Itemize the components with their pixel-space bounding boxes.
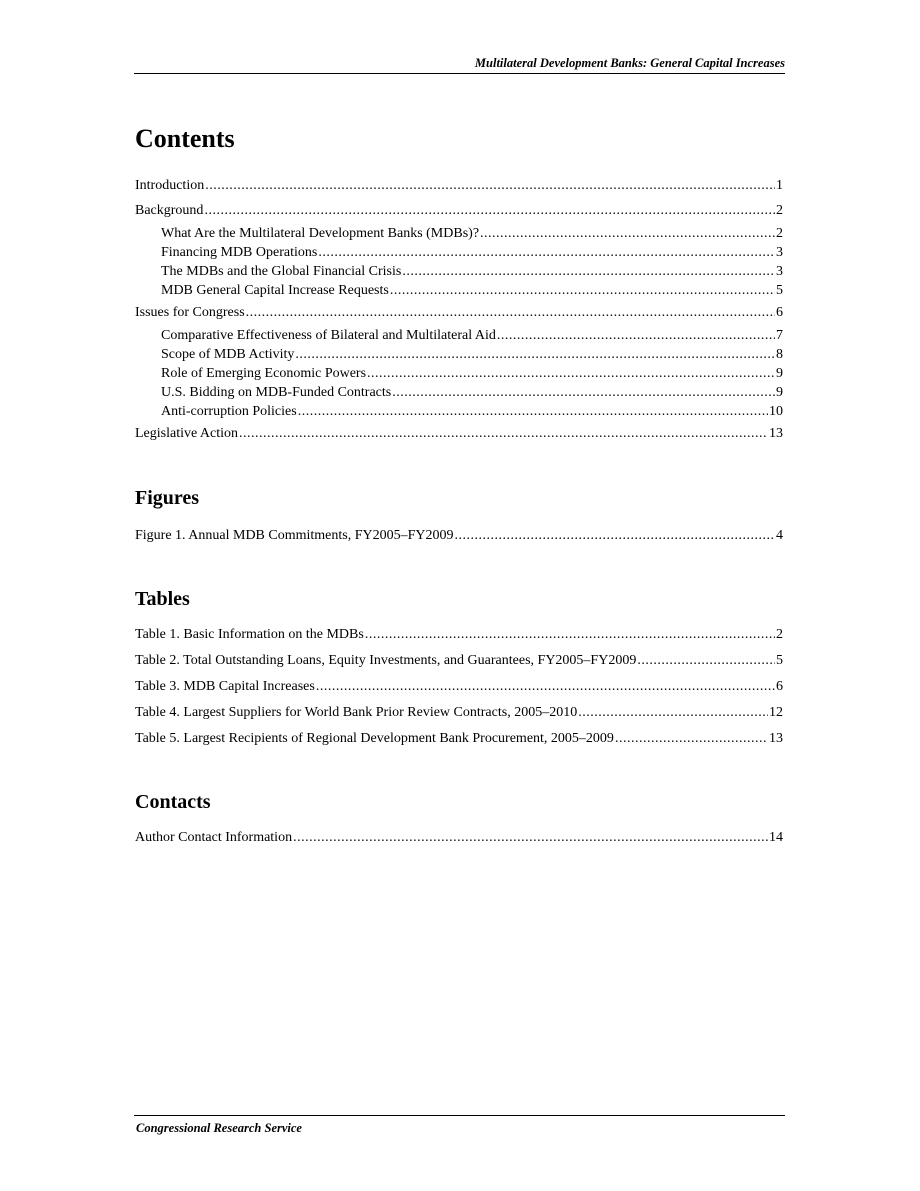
toc-entry-page: 12	[769, 705, 783, 720]
toc-entry[interactable]	[161, 244, 783, 262]
toc-entry[interactable]	[161, 225, 783, 243]
toc-entry-label: Table 2. Total Outstanding Loans, Equity Investments, and Guarantees, FY2005–FY2009	[135, 653, 637, 668]
toc-entry-label: Financing MDB Operations	[161, 245, 318, 260]
toc-entry[interactable]	[135, 626, 783, 644]
toc-entry[interactable]	[135, 829, 783, 847]
toc-entry-page: 9	[776, 385, 783, 400]
dot-leader	[295, 346, 775, 364]
toc-entry-label: The MDBs and the Global Financial Crisis	[161, 264, 402, 279]
toc-entry-page: 6	[776, 305, 783, 320]
tables-heading: Tables	[135, 588, 190, 610]
header-title: Multilateral Development Banks: General Capital Increases	[474, 56, 785, 70]
dot-leader	[455, 527, 775, 545]
contents-heading: Contents	[135, 124, 235, 153]
dot-leader	[293, 829, 768, 847]
toc-entry-page: 2	[776, 226, 783, 241]
dot-leader	[316, 678, 775, 696]
toc-entry-page: 3	[776, 245, 783, 260]
dot-leader	[246, 304, 775, 322]
toc-entry[interactable]	[161, 327, 783, 345]
footer-text: Congressional Research Service	[136, 1121, 302, 1135]
toc-entry-label: Anti-corruption Policies	[161, 404, 297, 419]
toc-entry-label: Introduction	[135, 178, 205, 193]
toc-entry-label: Role of Emerging Economic Powers	[161, 366, 367, 381]
toc-entry-label: Scope of MDB Activity	[161, 347, 295, 362]
toc-entry-label: Table 5. Largest Recipients of Regional Development Bank Procurement, 2005–2009	[135, 731, 614, 746]
dot-leader	[298, 403, 768, 421]
toc-entry-page: 10	[769, 404, 783, 419]
toc-entry-label: MDB General Capital Increase Requests	[161, 283, 389, 298]
toc-entry-label: Background	[135, 203, 204, 218]
toc-entry-page: 1	[776, 178, 783, 193]
toc-entry-label: Table 3. MDB Capital Increases	[135, 679, 315, 694]
toc-entry-page: 6	[776, 679, 783, 694]
toc-entry[interactable]	[135, 704, 783, 722]
dot-leader	[637, 652, 775, 670]
page-header	[134, 56, 785, 74]
toc-entry-label: Issues for Congress	[135, 305, 245, 320]
toc-entry-label: Table 4. Largest Suppliers for World Bank Prior Review Contracts, 2005–2010	[135, 705, 578, 720]
dot-leader	[318, 244, 775, 262]
toc-entry[interactable]	[135, 304, 783, 322]
dot-leader	[204, 202, 775, 220]
toc-entry[interactable]	[135, 730, 783, 748]
figures-heading: Figures	[135, 487, 200, 509]
toc-entry-label: Figure 1. Annual MDB Commitments, FY2005–FY2009	[135, 528, 454, 543]
dot-leader	[615, 730, 768, 748]
dot-leader	[497, 327, 775, 345]
toc-entry-page: 8	[776, 347, 783, 362]
dot-leader	[480, 225, 775, 243]
dot-leader	[390, 282, 775, 300]
toc-entry[interactable]	[135, 177, 783, 195]
toc-entry-page: 13	[769, 426, 783, 441]
dot-leader	[205, 177, 775, 195]
toc-entry-label: What Are the Multilateral Development Banks (MDBs)?	[161, 226, 480, 241]
dot-leader	[367, 365, 775, 383]
toc-entry-label: Author Contact Information	[135, 830, 293, 845]
dot-leader	[392, 384, 775, 402]
toc-entry[interactable]	[161, 346, 783, 364]
toc-entry-page: 9	[776, 366, 783, 381]
toc-entry-page: 4	[776, 528, 783, 543]
toc-entry[interactable]	[161, 384, 783, 402]
toc-entry-page: 13	[769, 731, 783, 746]
toc-entry[interactable]	[161, 263, 783, 281]
page-footer	[134, 1115, 785, 1135]
toc-entry[interactable]	[135, 527, 783, 545]
toc-entry[interactable]	[135, 425, 783, 443]
toc-entry-page: 7	[776, 328, 783, 343]
toc-entry-page: 2	[776, 203, 783, 218]
dot-leader	[578, 704, 768, 722]
toc-entry[interactable]	[161, 403, 783, 421]
toc-entry[interactable]	[161, 365, 783, 383]
toc-entry-page: 5	[776, 653, 783, 668]
toc-entry-page: 5	[776, 283, 783, 298]
toc-entry-page: 2	[776, 627, 783, 642]
toc-entry-label: Legislative Action	[135, 426, 239, 441]
toc-entry-page: 3	[776, 264, 783, 279]
toc-entry-label: Table 1. Basic Information on the MDBs	[135, 627, 364, 642]
toc-entry[interactable]	[135, 652, 783, 670]
toc-entry[interactable]	[135, 678, 783, 696]
toc-entry[interactable]	[135, 202, 783, 220]
contacts-heading: Contacts	[135, 791, 211, 813]
toc-entry[interactable]	[161, 282, 783, 300]
toc-entry-label: Comparative Effectiveness of Bilateral and Multilateral Aid	[161, 328, 496, 343]
dot-leader	[365, 626, 775, 644]
toc-entry-label: U.S. Bidding on MDB-Funded Contracts	[161, 385, 392, 400]
dot-leader	[402, 263, 775, 281]
dot-leader	[239, 425, 768, 443]
toc-entry-page: 14	[769, 830, 783, 845]
